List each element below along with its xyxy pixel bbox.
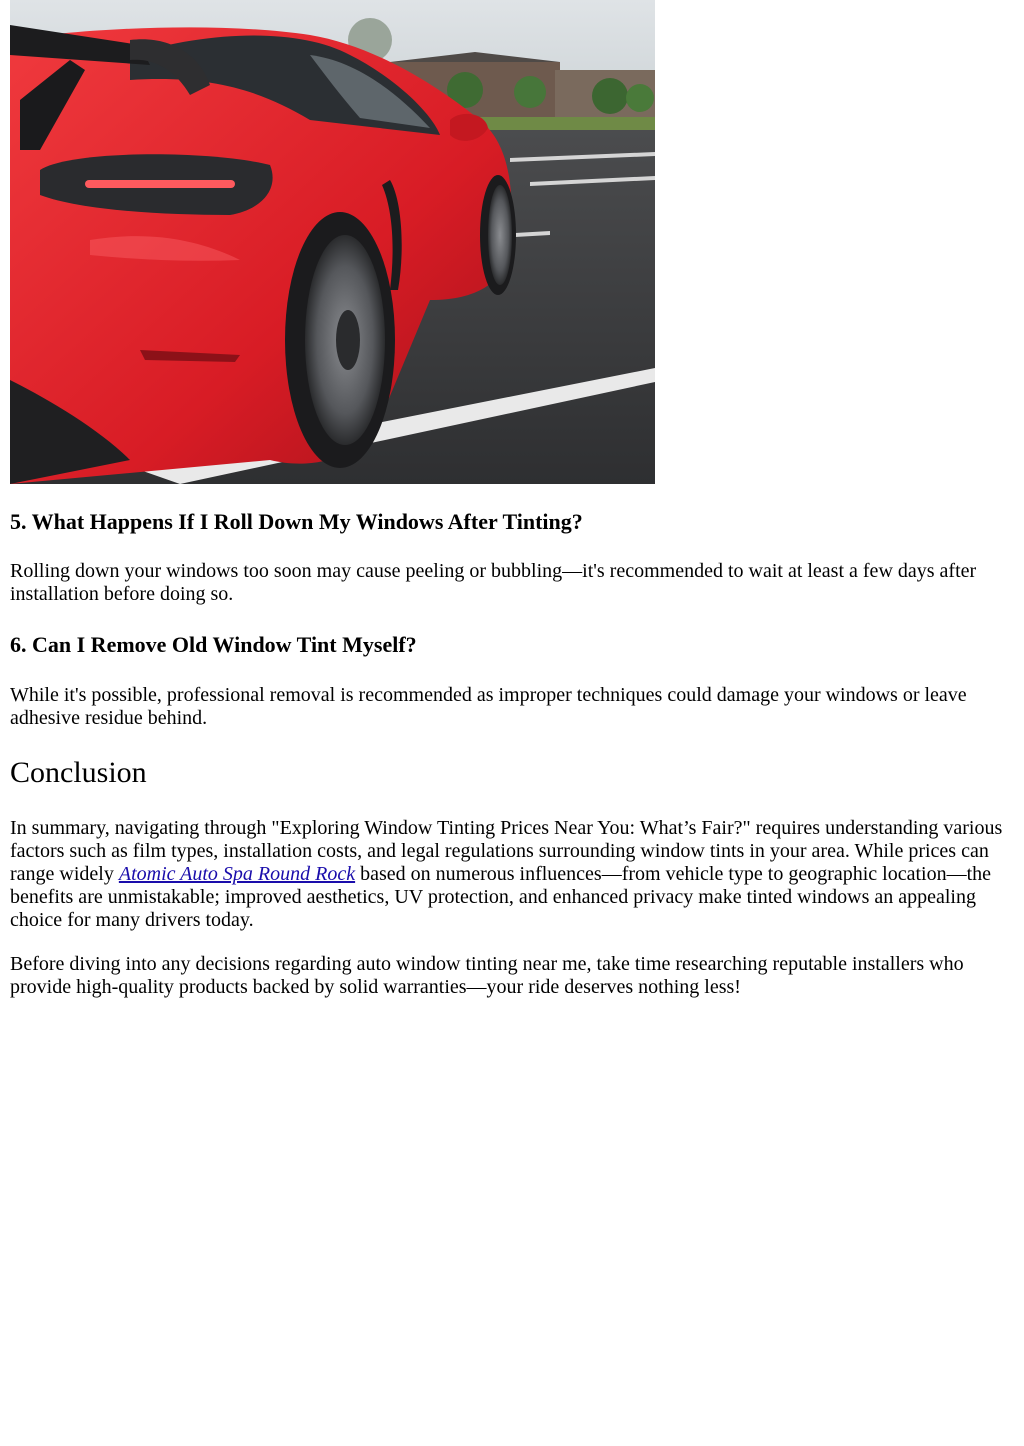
faq-answer-6: While it's possible, professional removal is recommended as improper techniques could damage your windows or leave adhesive residue behind. (10, 684, 967, 729)
faq-question-6-heading: 6. Can I Remove Old Window Tint Myself? (10, 632, 417, 657)
atomic-auto-spa-link[interactable]: Atomic Auto Spa Round Rock (118, 863, 356, 885)
hero-image-red-sports-car (10, 0, 655, 484)
faq-question-5-heading: 5. What Happens If I Roll Down My Windows After Tinting? (10, 509, 583, 534)
faq-answer-5: Rolling down your windows too soon may cause peeling or bubbling—it's recommended to wait at least a few days after installation before doing so. (10, 560, 977, 605)
conclusion-paragraph-2: Before diving into any decisions regarding auto window tinting near me, take time researching reputable installers who provide high-quality products backed by solid warranties—your ride deserves nothing less! (10, 953, 964, 998)
article (10, 0, 1014, 998)
conclusion-p1-text-after-link: based on numerous influences—from vehicle type to geographic location—the benefits are unmistakable; improved aesthetics, UV protection, and enhanced privacy make tinted windows an appealing choice for many drivers today. (10, 863, 992, 931)
conclusion-paragraph-1 (10, 817, 1010, 932)
conclusion-p1-text-before-link: In summary, navigating through "Exploring Window Tinting Prices Near You: What’s Fair?" requires understanding various factors such as film types, installation costs, and legal regulations surrounding window tints in your area. While prices can range widely (10, 817, 1003, 885)
conclusion-heading: Conclusion (10, 756, 147, 789)
